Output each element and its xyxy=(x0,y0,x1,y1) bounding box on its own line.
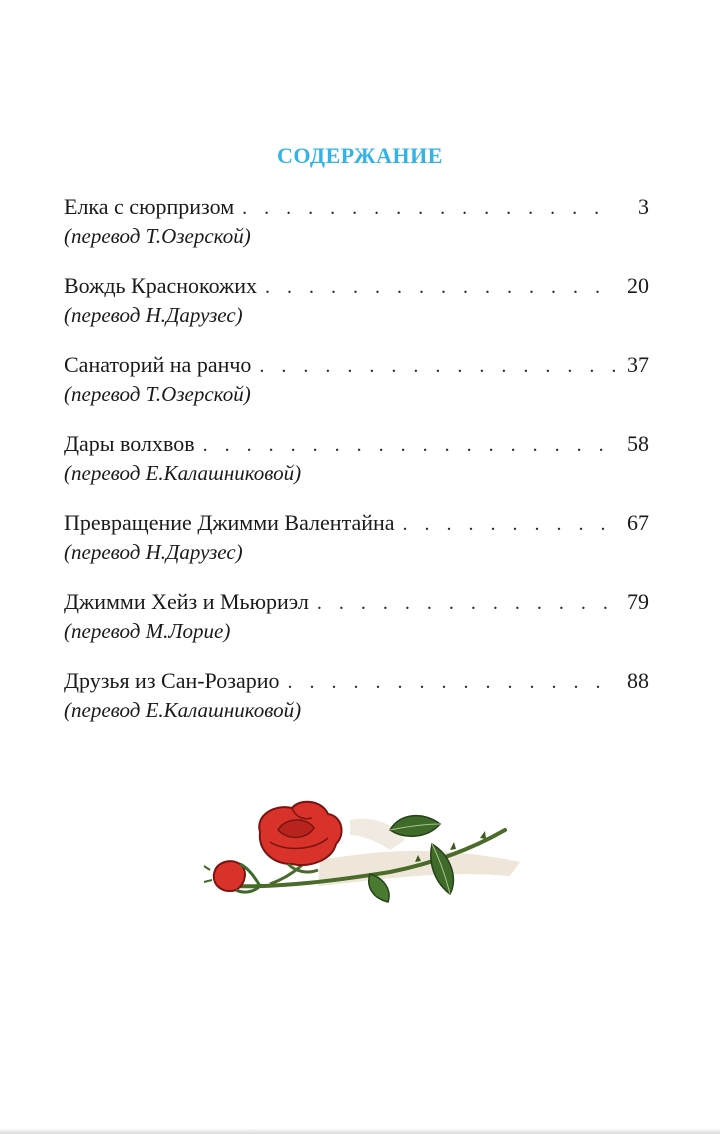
toc-story-title: Дары волхвов xyxy=(64,431,195,456)
toc-entry xyxy=(64,272,649,351)
toc-translator: (перевод Т.Озерской) xyxy=(64,224,251,248)
toc-entry xyxy=(64,351,649,430)
toc-page-number: 20 xyxy=(627,273,649,298)
toc-title: СОДЕРЖАНИЕ xyxy=(277,143,443,168)
toc-dot-leader xyxy=(265,273,615,301)
toc-translator: (перевод Е.Калашниковой) xyxy=(64,461,302,485)
page-edge-shadow xyxy=(0,1128,720,1134)
toc-entry xyxy=(64,509,649,588)
toc-story-title: Джимми Хейз и Мьюриэл xyxy=(64,589,309,614)
toc-dot-leader xyxy=(203,431,615,459)
toc-story-title: Друзья из Сан-Розарио xyxy=(64,668,280,693)
toc-page-number: 37 xyxy=(627,352,649,377)
toc-story-title: Санаторий на ранчо xyxy=(64,352,252,377)
toc-page-number: 3 xyxy=(638,194,649,219)
toc-page-number: 58 xyxy=(627,431,649,456)
toc-story-title: Елка с сюрпризом xyxy=(64,194,235,219)
toc-translator: (перевод М.Лорие) xyxy=(64,619,231,643)
toc-list xyxy=(64,193,649,746)
toc-dot-leader xyxy=(287,668,615,696)
toc-entry xyxy=(64,588,649,667)
shadow-shape xyxy=(318,851,520,886)
toc-translator: (перевод Е.Калашниковой) xyxy=(64,698,302,722)
sepal-shape xyxy=(204,866,212,882)
toc-page-number: 67 xyxy=(627,510,649,535)
toc-dot-leader xyxy=(403,510,615,538)
toc-translator: (перевод Н.Дарузес) xyxy=(64,540,243,564)
toc-entry xyxy=(64,193,649,272)
toc-story-title: Превращение Джимми Валентайна xyxy=(64,510,395,535)
toc-translator: (перевод Т.Озерской) xyxy=(64,382,251,406)
toc-dot-leader xyxy=(317,589,615,617)
toc-translator: (перевод Н.Дарузес) xyxy=(64,303,243,327)
toc-page-number: 79 xyxy=(627,589,649,614)
toc-dot-leader xyxy=(242,194,615,222)
rose-illustration-icon xyxy=(200,790,530,920)
toc-entry xyxy=(64,667,649,746)
toc-story-title: Вождь Краснокожих xyxy=(64,273,258,298)
toc-entry xyxy=(64,430,649,509)
toc-page-number: 88 xyxy=(627,668,649,693)
toc-dot-leader xyxy=(259,352,615,380)
